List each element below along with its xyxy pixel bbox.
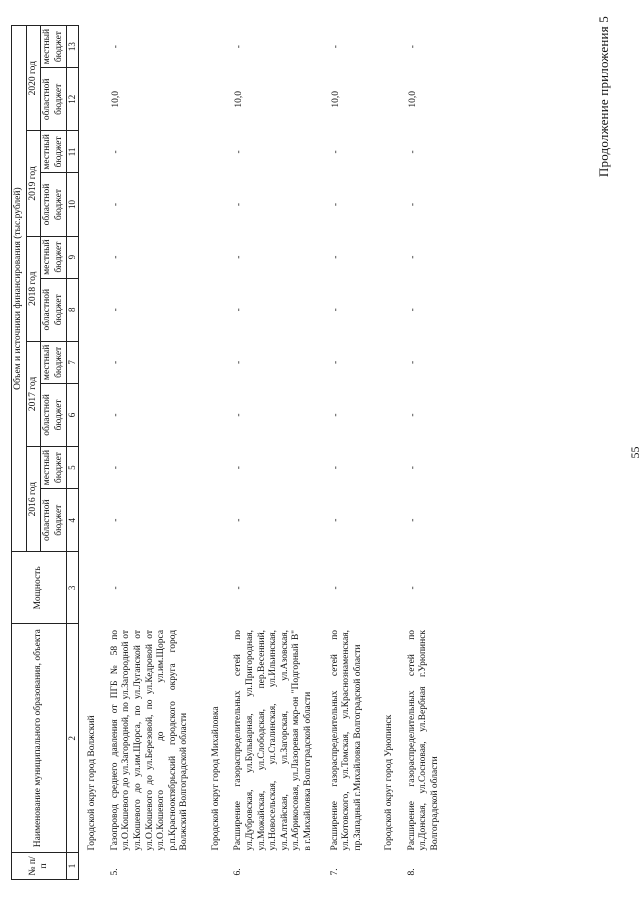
- local-budget-value: -: [234, 466, 245, 470]
- local-budget-value: -: [110, 466, 121, 470]
- region-row: [79, 26, 109, 880]
- object-name: Газопровод среднего давления от ПГБ № 58 по ул.О.Кошевого до ул.Загородной, по ул.Загородной от ул.Кошевого до ул.им.Щорса, по ул.Луганской от ул.О.Кошевого до ул.Березовой, по ул.Кедровой от ул.О.Кошевого до ул.им.Щорса р.п.Краснооктябрьский городского округа город Волжский Волгоградской области: [109, 629, 190, 851]
- column-number: 7: [67, 341, 79, 383]
- local-budget-value: -: [330, 360, 341, 364]
- header-object-name: Наименование муниципального образования, объекта: [12, 624, 67, 853]
- column-numbers-row: [67, 26, 79, 880]
- header-local-budget: местный бюджет: [41, 26, 67, 68]
- header-regional-budget: областной бюджет: [41, 173, 67, 236]
- local-budget-value: -: [234, 360, 245, 364]
- header-local-budget: местный бюджет: [41, 341, 67, 383]
- local-budget-value: -: [110, 255, 121, 259]
- object-capacity: -: [110, 586, 121, 590]
- region-spacer: [205, 852, 233, 879]
- column-number: 13: [67, 26, 79, 68]
- local-budget-value: -: [330, 255, 341, 259]
- continuation-title: Продолжение приложения 5: [596, 16, 611, 178]
- header-regional-budget: областной бюджет: [41, 278, 67, 341]
- local-budget-value: -: [407, 45, 418, 49]
- table-body: [79, 26, 456, 880]
- header-year: 2016 год: [26, 447, 41, 552]
- regional-budget-value: -: [234, 308, 245, 312]
- local-budget-value: -: [110, 150, 121, 154]
- local-budget-value: -: [234, 150, 245, 154]
- column-number: 9: [67, 236, 79, 278]
- header-local-budget: местный бюджет: [41, 236, 67, 278]
- column-number: 11: [67, 131, 79, 173]
- column-number: 12: [67, 68, 79, 131]
- header-funding: Объем и источники финансирования (тыс.рублей): [12, 26, 27, 552]
- regional-budget-value: 10,0: [407, 90, 418, 108]
- column-number: 2: [67, 624, 79, 853]
- local-budget-value: -: [407, 255, 418, 259]
- regional-budget-value: -: [330, 413, 341, 417]
- object-row: [329, 26, 379, 880]
- local-budget-value: -: [110, 360, 121, 364]
- local-budget-value: -: [407, 466, 418, 470]
- local-budget-value: -: [330, 150, 341, 154]
- object-number: 7.: [329, 868, 340, 876]
- region-title: Городской округ город Волжский: [87, 715, 98, 851]
- column-number: 8: [67, 278, 79, 341]
- header-year: 2019 год: [26, 131, 41, 236]
- object-name: Расширение газораспределительных сетей по ул.Донская, ул.Сосновая, ул.Вербная г.Урюпинск Волгоградской области: [406, 629, 440, 851]
- regional-budget-value: 10,0: [234, 90, 245, 108]
- local-budget-value: -: [407, 360, 418, 364]
- region-title: Городской округ город Михайловка: [210, 706, 221, 851]
- regional-budget-value: -: [234, 518, 245, 522]
- local-budget-value: -: [407, 150, 418, 154]
- header-capacity: Мощность: [12, 552, 67, 624]
- region-title: Городской округ город Урюпинск: [384, 714, 395, 851]
- column-number: 4: [67, 489, 79, 552]
- regional-budget-value: -: [407, 518, 418, 522]
- regional-budget-value: -: [330, 202, 341, 207]
- header-local-budget: местный бюджет: [41, 447, 67, 489]
- regional-budget-value: 10,0: [110, 90, 121, 108]
- regional-budget-value: -: [110, 518, 121, 522]
- regional-budget-value: -: [407, 202, 418, 207]
- regional-budget-value: 10,0: [330, 90, 341, 108]
- object-number: 8.: [406, 868, 417, 876]
- column-number: 1: [67, 852, 79, 879]
- header-year: 2020 год: [26, 26, 41, 131]
- regional-budget-value: -: [234, 413, 245, 417]
- object-name: Расширение газораспределительных сетей по ул.Котовского, ул.Томская, ул.Краснознаменская, пр.Западный г.Михайловка Волгоградской области: [329, 629, 363, 851]
- region-spacer: [79, 852, 109, 879]
- column-number: 3: [67, 552, 79, 624]
- page-number: 55: [628, 446, 642, 459]
- region-spacer: [378, 852, 406, 879]
- object-row: [109, 26, 205, 880]
- object-capacity: -: [234, 586, 245, 590]
- column-number: 5: [67, 447, 79, 489]
- object-number: 5.: [109, 868, 120, 876]
- object-number: 6.: [233, 868, 244, 876]
- local-budget-value: -: [330, 45, 341, 49]
- object-row: [406, 26, 456, 880]
- header-regional-budget: областной бюджет: [41, 383, 67, 446]
- regional-budget-value: -: [407, 413, 418, 417]
- financing-table: [11, 25, 456, 880]
- header-regional-budget: областной бюджет: [41, 489, 67, 552]
- object-row: [232, 26, 328, 880]
- header-year: 2017 год: [26, 341, 41, 446]
- regional-budget-value: -: [234, 202, 245, 207]
- regional-budget-value: -: [330, 308, 341, 312]
- region-row: [205, 26, 233, 880]
- column-number: 10: [67, 173, 79, 236]
- header-year: 2018 год: [26, 236, 41, 341]
- local-budget-value: -: [234, 45, 245, 49]
- object-capacity: -: [407, 586, 418, 590]
- object-capacity: -: [330, 586, 341, 590]
- local-budget-value: -: [330, 466, 341, 470]
- header-regional-budget: областной бюджет: [41, 68, 67, 131]
- local-budget-value: -: [110, 45, 121, 49]
- local-budget-value: -: [234, 255, 245, 259]
- header-number: № п/п: [12, 852, 67, 879]
- object-name: Расширение газораспределительных сетей по ул.Дубровская, ул.Бульварная, ул.Пригородная, ул.Можайская, ул.Слободская, пер.Весенний, ул.Новосельская, ул.Сталинская, ул.Ильинская, ул.Алтайская, ул.Загорская, ул.Азовская, ул.Абрикосовая, ул.Лазоревая мкр-он "Подгорный В" в г.Михайловка Волгоградской области: [233, 629, 313, 851]
- column-number: 6: [67, 383, 79, 446]
- region-row: [378, 26, 406, 880]
- regional-budget-value: -: [110, 202, 121, 207]
- regional-budget-value: -: [110, 413, 121, 417]
- regional-budget-value: -: [407, 308, 418, 312]
- regional-budget-value: -: [110, 308, 121, 312]
- header-local-budget: местный бюджет: [41, 131, 67, 173]
- regional-budget-value: -: [330, 518, 341, 522]
- table-header: [12, 26, 79, 880]
